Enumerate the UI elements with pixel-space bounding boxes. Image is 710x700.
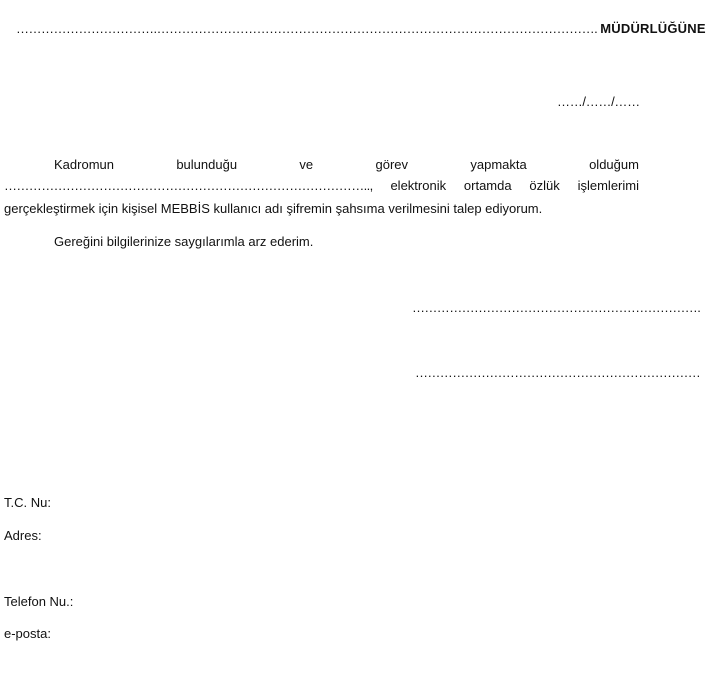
petition-word: ve bbox=[299, 157, 314, 172]
tc-number-label: T.C. Nu: bbox=[4, 495, 51, 510]
petition-word: özlük bbox=[529, 178, 560, 193]
petition-line-3: gerçekleştirmek için kişisel MEBBİS kullanıcı adı şifremin şahsıma verilmesini talep ediyorum. bbox=[4, 201, 543, 216]
addressee-title: MÜDÜRLÜĞÜNE bbox=[600, 21, 706, 36]
email-label: e-posta: bbox=[4, 626, 51, 641]
phone-label: Telefon Nu.: bbox=[4, 594, 74, 609]
petition-word: bulunduğu bbox=[176, 157, 238, 172]
petition-word: işlemlerimi bbox=[577, 178, 639, 193]
petition-line-1 bbox=[4, 157, 639, 172]
petition-word: görev bbox=[375, 157, 409, 172]
petition-word: olduğum bbox=[589, 157, 639, 172]
addressee-blank: …………………………….……………………………………………………………………………………………. bbox=[16, 21, 598, 36]
signature-blank: …………………………………………………………… bbox=[415, 365, 701, 380]
closing-sentence: Gereğini bilgilerinize saygılarımla arz ederim. bbox=[54, 234, 314, 249]
school-name-blank: …………………………………………………………………………….., bbox=[4, 178, 373, 193]
date-blank: ……/……/…… bbox=[557, 94, 640, 109]
petition-word: ortamda bbox=[463, 178, 512, 193]
name-surname-blank: ……………………………………………………………. bbox=[412, 300, 701, 315]
petition-word: elektronik bbox=[390, 178, 447, 193]
petition-line-2 bbox=[4, 178, 639, 193]
petition-word: yapmakta bbox=[470, 157, 527, 172]
petition-word: Kadromun bbox=[54, 157, 114, 172]
addressee-line bbox=[16, 21, 706, 36]
address-label: Adres: bbox=[4, 528, 42, 543]
